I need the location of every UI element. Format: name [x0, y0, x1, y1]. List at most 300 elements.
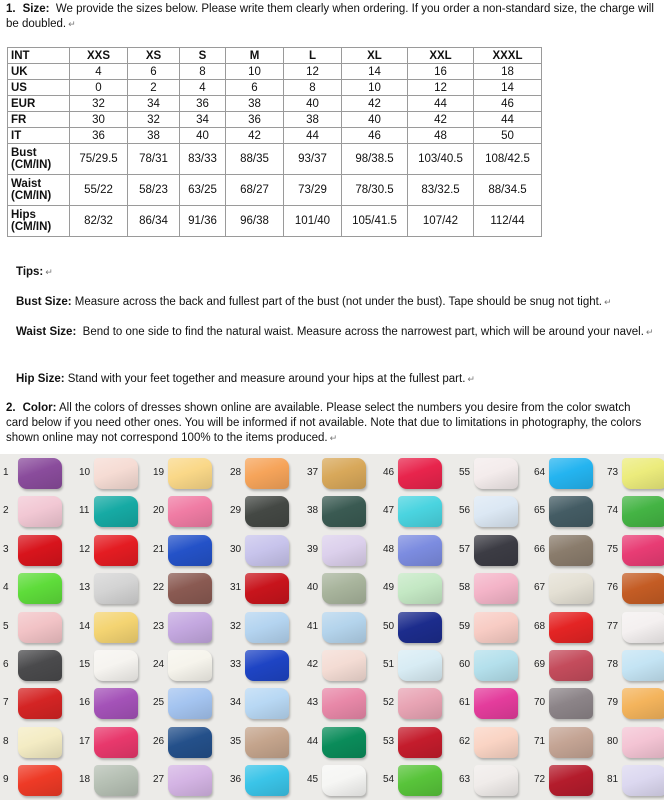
swatch-number: 19	[153, 467, 165, 478]
swatch-item	[76, 493, 150, 531]
fabric-swatch	[94, 496, 138, 527]
size-table-row	[8, 96, 542, 112]
bust-size-label: Bust Size:	[16, 296, 72, 308]
fabric-swatch	[94, 727, 138, 758]
fabric-swatch	[168, 612, 212, 643]
swatch-number: 38	[307, 505, 319, 517]
fabric-swatch	[622, 688, 664, 719]
swatch-number: 12	[79, 543, 91, 555]
swatch-number: 80	[607, 735, 619, 747]
swatch-item	[380, 493, 454, 531]
swatch-item	[227, 724, 301, 762]
size-table-cell: 83/33	[180, 144, 226, 175]
swatch-item	[0, 609, 74, 647]
size-table-row	[8, 128, 542, 144]
size-table-cell: 73/29	[284, 175, 342, 206]
fabric-swatch	[549, 573, 593, 604]
swatch-number: 15	[79, 659, 91, 670]
size-table-header-cell: M	[226, 48, 284, 64]
swatch-item	[531, 609, 605, 647]
fabric-swatch	[622, 535, 664, 566]
swatch-item	[380, 570, 454, 608]
swatch-number: 81	[607, 774, 619, 786]
fabric-swatch	[549, 650, 593, 681]
swatch-number: 79	[607, 697, 619, 709]
swatch-item	[227, 647, 301, 685]
tips-heading	[16, 265, 656, 280]
size-table-cell: 12	[408, 80, 474, 96]
swatch-number: 65	[534, 505, 546, 517]
fabric-swatch	[474, 765, 518, 796]
swatch-number: 76	[607, 582, 619, 594]
fabric-swatch	[168, 727, 212, 758]
paragraph-mark-icon: ↵	[45, 267, 53, 277]
fabric-swatch	[94, 765, 138, 796]
fabric-swatch	[245, 727, 289, 758]
size-table-cell: 36	[226, 112, 284, 128]
fabric-swatch	[168, 765, 212, 796]
fabric-swatch	[549, 765, 593, 796]
size-table-cell: 96/38	[226, 206, 284, 237]
swatch-number: 14	[79, 620, 91, 632]
swatch-number: 8	[3, 735, 9, 747]
fabric-swatch	[549, 535, 593, 566]
swatch-number: 61	[459, 697, 471, 709]
swatch-number: 43	[307, 697, 319, 709]
fabric-swatch	[245, 458, 289, 489]
swatch-number: 23	[153, 620, 165, 632]
swatch-item	[227, 532, 301, 570]
swatch-item	[304, 493, 378, 531]
size-table-cell: 4	[180, 80, 226, 96]
swatch-number: 6	[3, 659, 9, 670]
size-table-cell: 36	[70, 128, 128, 144]
swatch-item	[150, 532, 224, 570]
swatch-item	[604, 647, 664, 685]
swatch-item	[380, 647, 454, 685]
size-table-cell: 34	[128, 96, 180, 112]
swatch-number: 25	[153, 697, 165, 709]
bust-size-text: Measure across the back and fullest part of the bust (not under the bust). Tape should be snug not tight.	[74, 296, 602, 308]
size-table-cell: 38	[226, 96, 284, 112]
fabric-swatch	[18, 535, 62, 566]
swatch-number: 5	[3, 620, 9, 632]
swatch-item	[76, 455, 150, 493]
swatch-item	[531, 685, 605, 723]
swatch-number: 16	[79, 697, 91, 709]
size-table-cell: 103/40.5	[408, 144, 474, 175]
size-table-header-cell: L	[284, 48, 342, 64]
size-table-cell: 38	[128, 128, 180, 144]
size-table-cell: 32	[70, 96, 128, 112]
paragraph-mark-icon: ↵	[329, 433, 338, 443]
swatch-item	[304, 455, 378, 493]
swatch-number: 51	[383, 659, 395, 670]
size-section-label: Size:	[22, 3, 50, 15]
size-table-row-label: US	[8, 80, 70, 96]
fabric-swatch	[168, 535, 212, 566]
size-table-cell: 10	[226, 64, 284, 80]
size-chart-table	[7, 47, 542, 237]
swatch-item	[0, 647, 74, 685]
size-table-cell: 88/34.5	[474, 175, 542, 206]
swatch-number: 42	[307, 659, 319, 670]
swatch-number: 73	[607, 467, 619, 478]
size-table-cell: 46	[342, 128, 408, 144]
size-table-cell: 12	[284, 64, 342, 80]
bust-size-tip	[16, 295, 656, 310]
fabric-swatch	[474, 727, 518, 758]
color-section-heading	[6, 401, 651, 446]
size-table-cell: 58/23	[128, 175, 180, 206]
paragraph-mark-icon: ↵	[467, 374, 475, 384]
swatch-item	[380, 532, 454, 570]
size-table-cell: 8	[284, 80, 342, 96]
fabric-swatch	[94, 650, 138, 681]
waist-size-tip	[16, 325, 656, 340]
swatch-number: 56	[459, 505, 471, 517]
fabric-swatch	[168, 650, 212, 681]
swatch-item	[76, 609, 150, 647]
fabric-swatch	[549, 727, 593, 758]
swatch-item	[531, 570, 605, 608]
swatch-item	[150, 570, 224, 608]
fabric-swatch	[398, 573, 442, 604]
swatch-number: 34	[230, 697, 242, 709]
fabric-swatch	[622, 573, 664, 604]
size-table-cell: 83/32.5	[408, 175, 474, 206]
swatch-item	[456, 570, 530, 608]
size-table-cell: 112/44	[474, 206, 542, 237]
size-table-cell: 6	[128, 64, 180, 80]
size-table-cell: 2	[128, 80, 180, 96]
size-table-cell: 30	[70, 112, 128, 128]
fabric-swatch	[549, 688, 593, 719]
swatch-item	[0, 532, 74, 570]
size-table-cell: 44	[408, 96, 474, 112]
swatch-number: 4	[3, 582, 9, 594]
swatch-item	[531, 724, 605, 762]
swatch-item	[531, 647, 605, 685]
size-table-cell: 82/32	[70, 206, 128, 237]
fabric-swatch	[549, 496, 593, 527]
size-table-row	[8, 144, 542, 175]
swatch-item	[76, 647, 150, 685]
swatch-item	[304, 724, 378, 762]
swatch-number: 28	[230, 467, 242, 478]
swatch-item	[227, 455, 301, 493]
size-table-cell: 14	[474, 80, 542, 96]
swatch-number: 78	[607, 659, 619, 670]
swatch-item	[150, 609, 224, 647]
swatch-item	[456, 762, 530, 800]
swatch-item	[604, 493, 664, 531]
swatch-number: 39	[307, 543, 319, 555]
fabric-swatch	[18, 650, 62, 681]
fabric-swatch	[94, 612, 138, 643]
fabric-swatch	[398, 650, 442, 681]
swatch-item	[604, 685, 664, 723]
swatch-item	[604, 609, 664, 647]
swatch-number: 37	[307, 467, 319, 478]
fabric-swatch	[245, 688, 289, 719]
fabric-swatch	[168, 573, 212, 604]
color-section-text: All the colors of dresses shown online are available. Please select the numbers you desire from the color swatch card below if you need other ones. You will be informed if not available. Note that due to limitations in photography, the colors shown online may not correspond 100% to the items produced.	[6, 402, 642, 444]
size-table-row	[8, 64, 542, 80]
color-swatch-card	[0, 454, 664, 800]
swatch-number: 67	[534, 582, 546, 594]
fabric-swatch	[322, 727, 366, 758]
swatch-number: 69	[534, 659, 546, 670]
swatch-item	[150, 762, 224, 800]
fabric-swatch	[245, 765, 289, 796]
swatch-item	[150, 493, 224, 531]
size-section-number: 1.	[6, 3, 16, 15]
size-table-cell: 8	[180, 64, 226, 80]
size-table-cell: 10	[342, 80, 408, 96]
swatch-number: 27	[153, 774, 165, 786]
swatch-number: 48	[383, 543, 395, 555]
swatch-item	[227, 762, 301, 800]
swatch-number: 33	[230, 659, 242, 670]
fabric-swatch	[94, 458, 138, 489]
size-table-cell: 78/31	[128, 144, 180, 175]
fabric-swatch	[398, 458, 442, 489]
size-table-row-label: IT	[8, 128, 70, 144]
swatch-number: 49	[383, 582, 395, 594]
swatch-number: 70	[534, 697, 546, 709]
fabric-swatch	[94, 688, 138, 719]
swatch-item	[604, 762, 664, 800]
fabric-swatch	[622, 765, 664, 796]
size-table-cell: 42	[226, 128, 284, 144]
size-section-text: We provide the sizes below. Please write them clearly when ordering. If you order a non-standard size, the charge will be doubled.	[6, 3, 654, 30]
fabric-swatch	[474, 650, 518, 681]
size-table-cell: 48	[408, 128, 474, 144]
swatch-item	[304, 685, 378, 723]
fabric-swatch	[622, 458, 664, 489]
waist-size-text: Bend to one side to find the natural waist. Measure across the narrowest part, which will be around your navel.	[82, 326, 644, 338]
swatch-number: 62	[459, 735, 471, 747]
size-table-row	[8, 206, 542, 237]
fabric-swatch	[622, 612, 664, 643]
swatch-item	[456, 724, 530, 762]
size-table-header-cell: S	[180, 48, 226, 64]
swatch-item	[456, 455, 530, 493]
size-table-header-cell: XL	[342, 48, 408, 64]
fabric-swatch	[398, 765, 442, 796]
swatch-item	[604, 455, 664, 493]
size-table-cell: 93/37	[284, 144, 342, 175]
size-table-header-cell: XXS	[70, 48, 128, 64]
size-table-cell: 38	[284, 112, 342, 128]
size-table-cell: 32	[128, 112, 180, 128]
swatch-number: 24	[153, 659, 165, 670]
fabric-swatch	[168, 688, 212, 719]
swatch-number: 53	[383, 735, 395, 747]
swatch-number: 1	[3, 467, 9, 478]
hip-size-text: Stand with your feet together and measure around your hips at the fullest part.	[67, 373, 466, 385]
swatch-number: 71	[534, 735, 546, 747]
swatch-number: 29	[230, 505, 242, 517]
fabric-swatch	[168, 458, 212, 489]
swatch-item	[76, 685, 150, 723]
size-table-cell: 40	[342, 112, 408, 128]
fabric-swatch	[398, 727, 442, 758]
swatch-number: 45	[307, 774, 319, 786]
size-table-row	[8, 80, 542, 96]
hip-size-tip	[16, 372, 656, 387]
swatch-item	[0, 762, 74, 800]
size-table-cell: 6	[226, 80, 284, 96]
fabric-swatch	[18, 496, 62, 527]
fabric-swatch	[622, 496, 664, 527]
size-table-cell: 42	[342, 96, 408, 112]
fabric-swatch	[322, 535, 366, 566]
fabric-swatch	[474, 612, 518, 643]
size-table-cell: 105/41.5	[342, 206, 408, 237]
size-table-cell: 42	[408, 112, 474, 128]
fabric-swatch	[549, 612, 593, 643]
fabric-swatch	[18, 458, 62, 489]
swatch-number: 68	[534, 620, 546, 632]
size-table-cell: 40	[284, 96, 342, 112]
size-table-cell: 107/42	[408, 206, 474, 237]
fabric-swatch	[322, 650, 366, 681]
size-table-row-label: UK	[8, 64, 70, 80]
fabric-swatch	[474, 458, 518, 489]
swatch-item	[76, 570, 150, 608]
swatch-number: 2	[3, 505, 9, 517]
swatch-number: 75	[607, 543, 619, 555]
swatch-number: 66	[534, 543, 546, 555]
fabric-swatch	[18, 727, 62, 758]
fabric-swatch	[398, 612, 442, 643]
size-table-cell: 14	[342, 64, 408, 80]
fabric-swatch	[168, 496, 212, 527]
size-table-cell: 78/30.5	[342, 175, 408, 206]
color-section-label: Color:	[22, 402, 57, 414]
swatch-item	[227, 493, 301, 531]
waist-size-label: Waist Size:	[16, 326, 77, 338]
fabric-swatch	[622, 727, 664, 758]
fabric-swatch	[18, 688, 62, 719]
swatch-item	[604, 570, 664, 608]
swatch-number: 10	[79, 467, 91, 478]
fabric-swatch	[245, 573, 289, 604]
fabric-swatch	[398, 535, 442, 566]
size-table-cell: 98/38.5	[342, 144, 408, 175]
size-table-header-cell: XXL	[408, 48, 474, 64]
swatch-item	[456, 685, 530, 723]
swatch-item	[304, 609, 378, 647]
size-table-cell: 50	[474, 128, 542, 144]
size-table-cell: 91/36	[180, 206, 226, 237]
size-table-cell: 55/22	[70, 175, 128, 206]
swatch-number: 60	[459, 659, 471, 670]
swatch-number: 54	[383, 774, 395, 786]
swatch-item	[304, 532, 378, 570]
swatch-item	[604, 724, 664, 762]
swatch-item	[0, 455, 74, 493]
size-table-cell: 86/34	[128, 206, 180, 237]
swatch-item	[227, 570, 301, 608]
size-table-cell: 18	[474, 64, 542, 80]
fabric-swatch	[322, 458, 366, 489]
swatch-item	[456, 493, 530, 531]
swatch-number: 59	[459, 620, 471, 632]
fabric-swatch	[245, 535, 289, 566]
hip-size-label: Hip Size:	[16, 373, 65, 385]
fabric-swatch	[322, 612, 366, 643]
swatch-item	[0, 685, 74, 723]
fabric-swatch	[322, 573, 366, 604]
swatch-number: 11	[79, 505, 90, 517]
swatch-number: 31	[230, 582, 242, 594]
swatch-number: 77	[607, 620, 619, 632]
size-table-header-cell: XS	[128, 48, 180, 64]
swatch-number: 50	[383, 620, 395, 632]
swatch-number: 7	[3, 697, 9, 709]
fabric-swatch	[398, 496, 442, 527]
swatch-number: 58	[459, 582, 471, 594]
swatch-item	[76, 762, 150, 800]
size-table-cell: 46	[474, 96, 542, 112]
paragraph-mark-icon: ↵	[645, 327, 654, 337]
swatch-item	[227, 685, 301, 723]
fabric-swatch	[322, 765, 366, 796]
size-table-cell: 101/40	[284, 206, 342, 237]
swatch-number: 3	[3, 543, 9, 555]
size-table-cell: 108/42.5	[474, 144, 542, 175]
tips-title: Tips:	[16, 266, 44, 278]
swatch-number: 40	[307, 582, 319, 594]
size-table-row	[8, 175, 542, 206]
size-table-cell: 36	[180, 96, 226, 112]
size-table-header-cell: INT	[8, 48, 70, 64]
swatch-number: 64	[534, 467, 546, 478]
paragraph-mark-icon: ↵	[68, 19, 76, 29]
swatch-item	[380, 609, 454, 647]
fabric-swatch	[18, 765, 62, 796]
fabric-swatch	[474, 535, 518, 566]
swatch-number: 32	[230, 620, 242, 632]
swatch-number: 46	[383, 467, 395, 478]
swatch-item	[380, 724, 454, 762]
fabric-swatch	[474, 688, 518, 719]
swatch-item	[380, 762, 454, 800]
swatch-item	[150, 455, 224, 493]
size-table-cell: 88/35	[226, 144, 284, 175]
paragraph-mark-icon: ↵	[604, 297, 612, 307]
color-section-number: 2.	[6, 402, 16, 414]
swatch-number: 20	[153, 505, 165, 517]
fabric-swatch	[322, 496, 366, 527]
swatch-number: 26	[153, 735, 165, 747]
swatch-number: 72	[534, 774, 546, 786]
swatch-item	[76, 532, 150, 570]
size-table-cell: 68/27	[226, 175, 284, 206]
size-table-row-label: Bust (CM/IN)	[8, 144, 70, 175]
fabric-swatch	[94, 573, 138, 604]
size-table-header-row	[8, 48, 542, 64]
swatch-item	[0, 724, 74, 762]
size-table-cell: 75/29.5	[70, 144, 128, 175]
size-table-cell: 0	[70, 80, 128, 96]
size-table-cell: 4	[70, 64, 128, 80]
swatch-item	[531, 455, 605, 493]
swatch-item	[304, 647, 378, 685]
